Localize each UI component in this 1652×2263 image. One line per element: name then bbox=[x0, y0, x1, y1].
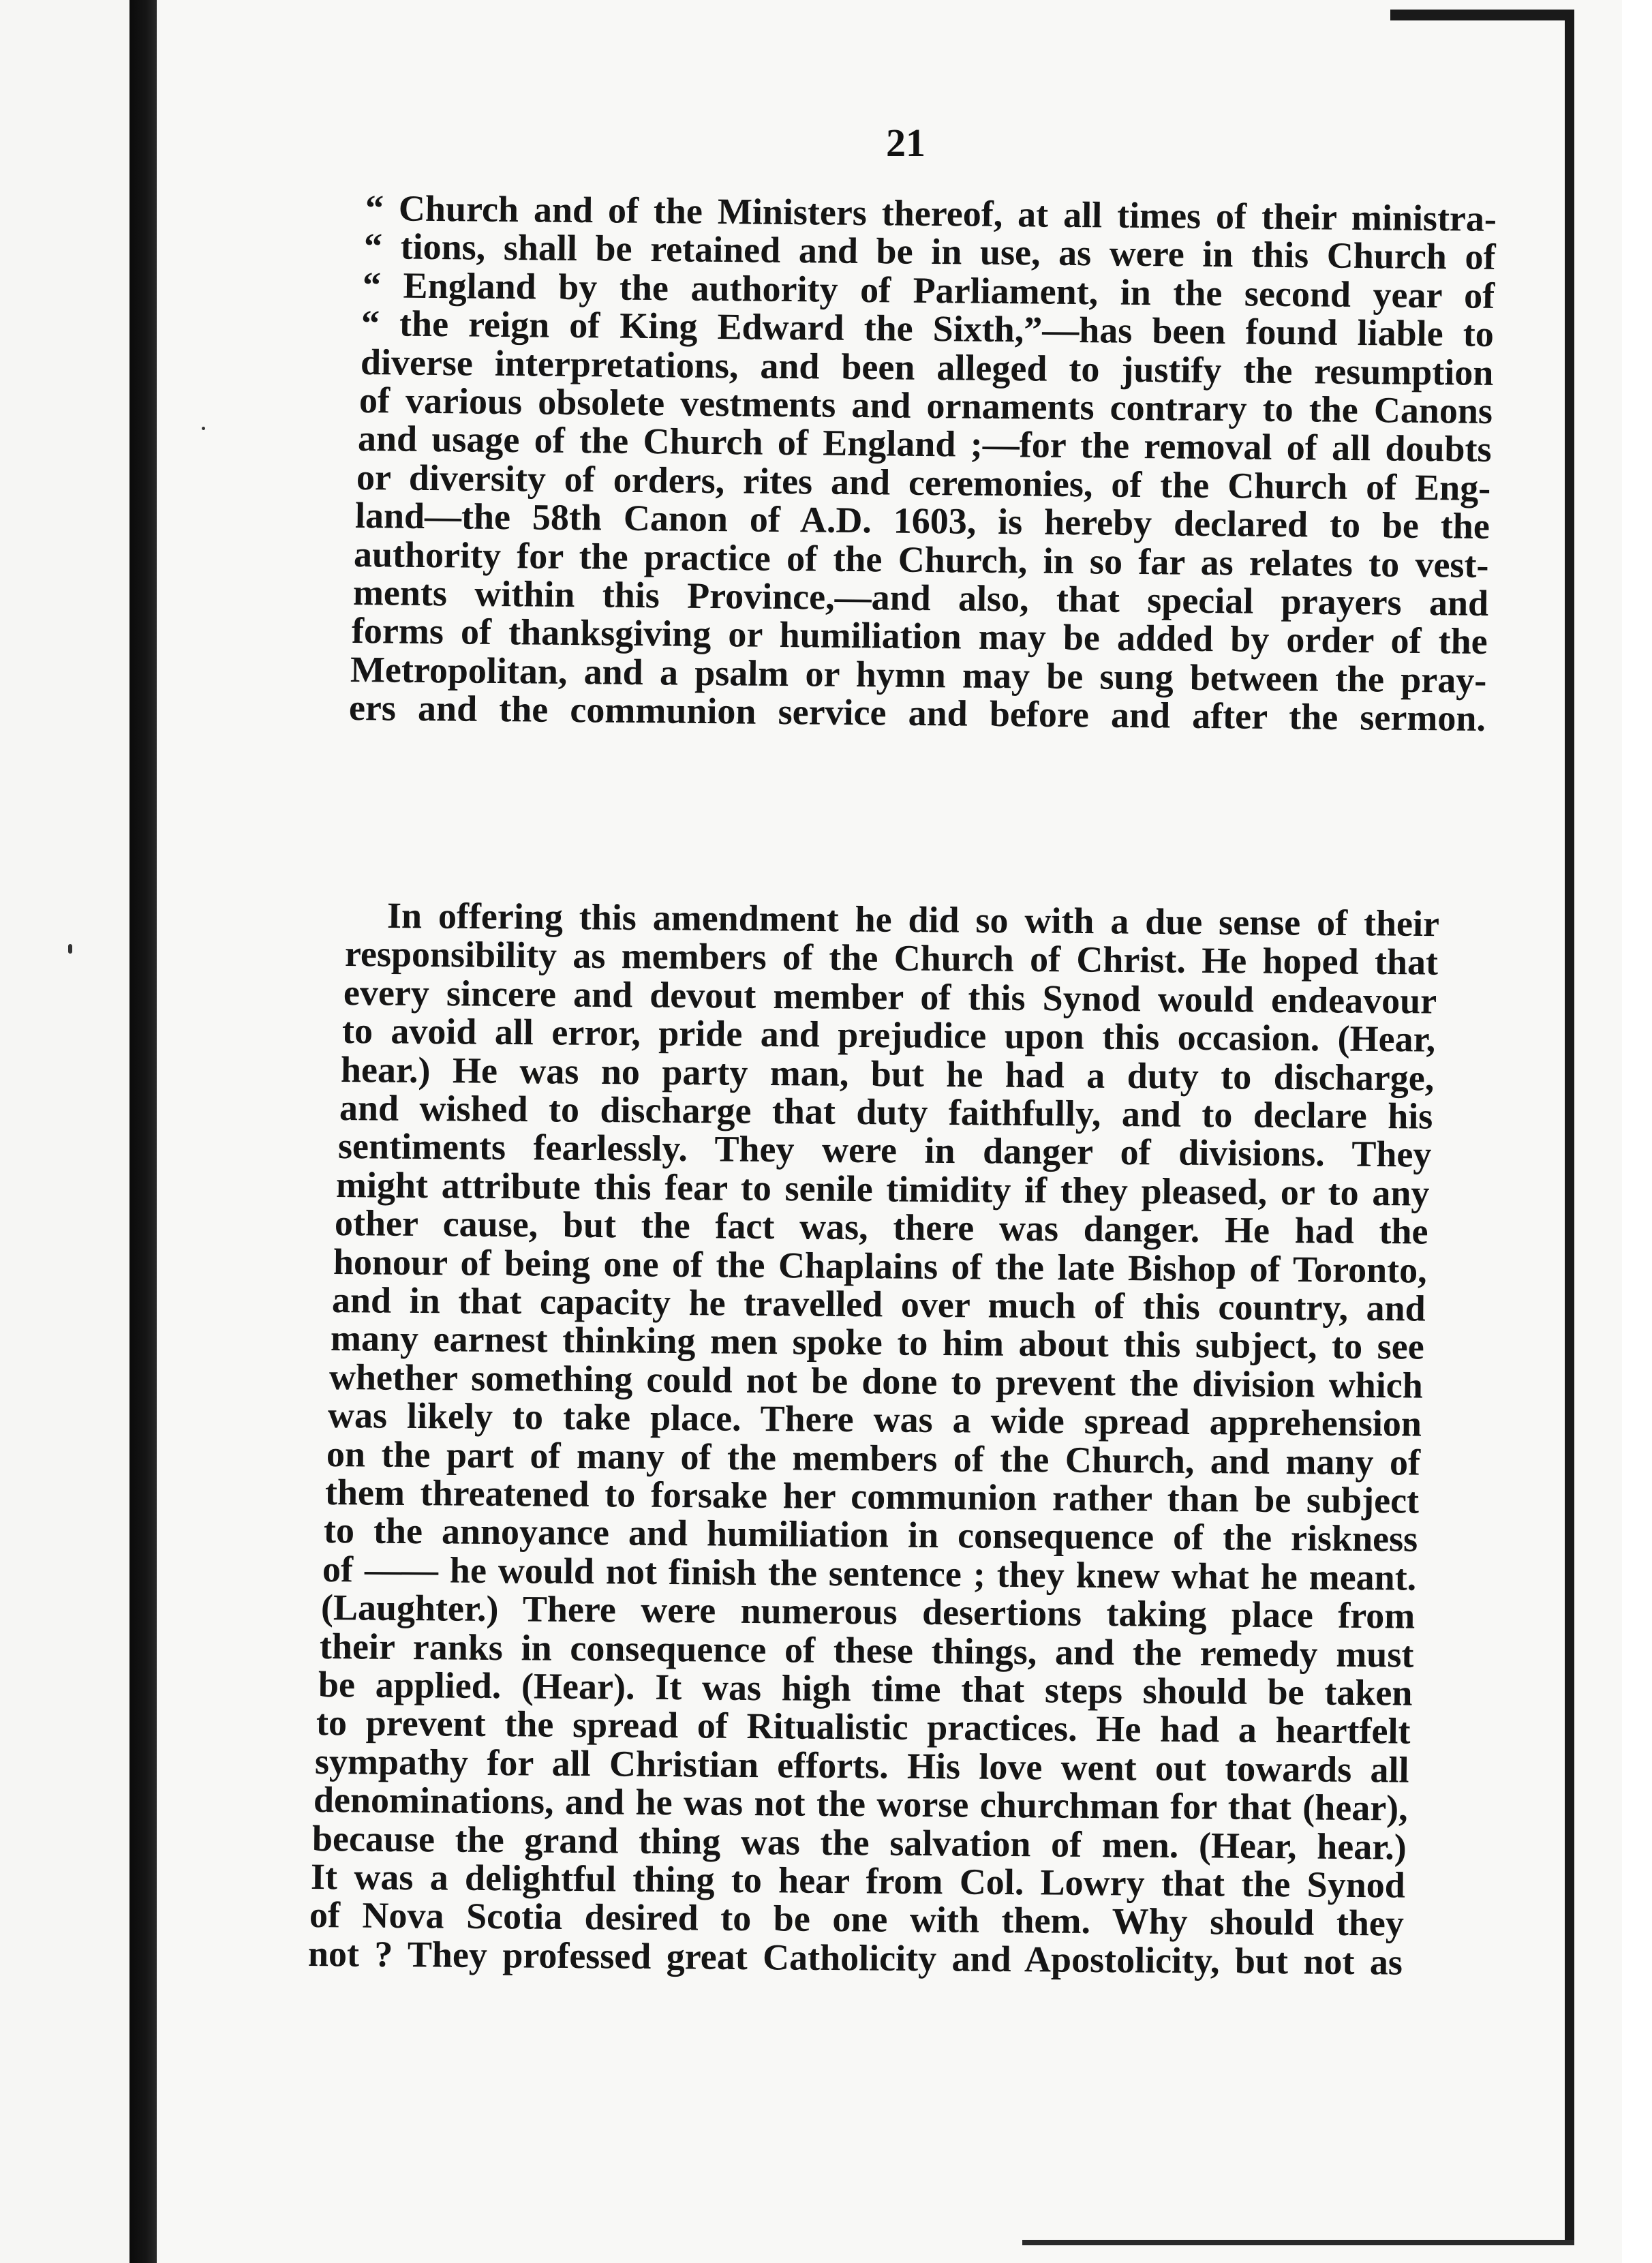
text-line: of various obsolete vestments and ornaments contrary to the Canons bbox=[358, 380, 1493, 431]
text-line: and in that capacity he travelled over much of this country, and bbox=[332, 1279, 1426, 1329]
text-line: them threatened to forsake her communion rather than be subject bbox=[324, 1472, 1420, 1521]
text-line: ments within this Province,—and also, that special prayers and bbox=[352, 572, 1488, 624]
text-line: to prevent the spread of Ritualistic practices. He had a heartfelt bbox=[316, 1702, 1411, 1752]
text-line: “ England by the authority of Parliament, in the second year of bbox=[363, 264, 1495, 316]
text-line: authority for the practice of the Church, in so far as relates to vest- bbox=[354, 533, 1490, 586]
text-line: whether something could not be done to prevent the division which bbox=[328, 1356, 1424, 1406]
text-line: not ? They professed great Catholicity and Apostolicity, but not as bbox=[307, 1932, 1403, 1983]
text-line: “ tions, shall be retained and be in use, as were in this Church of bbox=[363, 226, 1496, 278]
text-line: their ranks in consequence of these things, and the remedy must bbox=[319, 1625, 1414, 1675]
text-line: might attribute this fear to senile timidity if they pleased, or to any bbox=[336, 1164, 1431, 1214]
text-line: hear.) He was no party man, but he had a duty to discharge, bbox=[340, 1048, 1435, 1099]
text-line: because the grand thing was the salvation of men. (Hear, hear.) bbox=[311, 1817, 1407, 1868]
text-line: other cause, but the fact was, there was danger. He had the bbox=[335, 1202, 1429, 1252]
text-line: of Nova Scotia desired to be one with them. Why should they bbox=[309, 1894, 1405, 1945]
text-line: on the part of many of the members of the Church, and many of bbox=[326, 1433, 1421, 1483]
text-line: sympathy for all Christian efforts. His love went out towards all bbox=[315, 1740, 1410, 1791]
text-line: or diversity of orders, rites and ceremonies, of the Church of Eng- bbox=[356, 456, 1491, 508]
text-line: land—the 58th Canon of A.D. 1603, is hereby declared to be the bbox=[354, 495, 1490, 547]
text-line: of —— he would not finish the sentence ; they knew what he meant. bbox=[322, 1548, 1417, 1598]
text-line: “ Church and of the Ministers thereof, at all times of their ministra- bbox=[365, 187, 1497, 239]
text-line: many earnest thinking men spoke to him about this subject, to see bbox=[330, 1318, 1425, 1367]
text-line: sentiments fearlessly. They were in danger of divisions. They bbox=[337, 1125, 1432, 1175]
text-line: every sincere and devout member of this Synod would endeavour bbox=[343, 971, 1437, 1022]
text-line: to the annoyance and humiliation in consequence of the riskness bbox=[323, 1510, 1418, 1560]
text-line: was likely to take place. There was a wide spread apprehension bbox=[327, 1395, 1422, 1444]
text-line: to avoid all error, pride and prejudice upon this occasion. (Hear, bbox=[341, 1010, 1436, 1060]
text-line: be applied. (Hear). It was high time that steps should be taken bbox=[318, 1664, 1413, 1714]
text-line: In offering this amendment he did so with a due sense of their bbox=[386, 895, 1440, 945]
page-number: 21 bbox=[886, 121, 926, 165]
text-line: and usage of the Church of England ;—for the removal of all doubts bbox=[357, 418, 1492, 470]
text-line: ers and the communion service and before and after the sermon. bbox=[348, 687, 1486, 740]
text-line: diverse interpretations, and been alleged to justify the resumption bbox=[360, 341, 1494, 393]
text-line: Metropolitan, and a psalm or hymn may be sung between the pray- bbox=[350, 648, 1487, 701]
text-line: It was a delightful thing to hear from Col. Lowry that the Synod bbox=[310, 1856, 1406, 1906]
text-line: forms of thanksgiving or humiliation may be added by order of the bbox=[351, 610, 1488, 663]
text-line: and wished to discharge that duty faithfully, and to declare his bbox=[339, 1087, 1433, 1137]
text-line: responsibility as members of the Church of Christ. He hoped that bbox=[344, 933, 1439, 983]
text-line: “ the reign of King Edward the Sixth,”—has been found liable to bbox=[361, 303, 1495, 355]
text-line: denominations, and he was not the worse churchman for that (hear), bbox=[313, 1779, 1409, 1829]
text-line: (Laughter.) There were numerous desertions taking place from bbox=[320, 1587, 1416, 1637]
text-line: honour of being one of the Chaplains of the late Bishop of Toronto, bbox=[333, 1241, 1428, 1291]
